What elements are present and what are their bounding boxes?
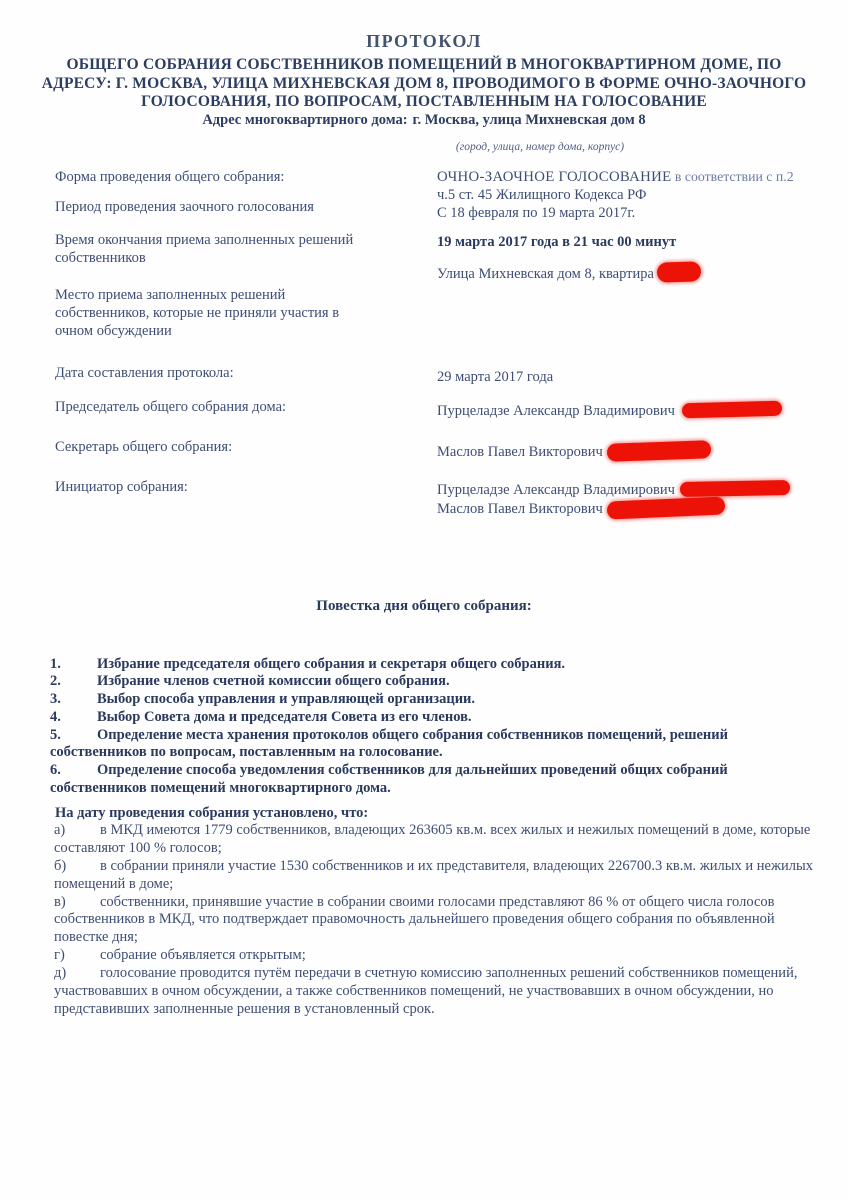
- fact-text: голосование проводится путём передачи в счетную комиссию заполненных решений собственников помещений, участвовавших в очном обсуждении, а также собственников помещений, не участвовавших в очном обсуждении, но представивших заполненные решения в установленный срок.: [54, 965, 798, 1017]
- fact-item: [54, 894, 817, 948]
- doc-heading-line-1: ОБЩЕГО СОБРАНИЯ СОБСТВЕННИКОВ ПОМЕЩЕНИЙ В МНОГОКВАРТИРНОМ ДОМЕ, ПО: [66, 56, 782, 73]
- meta-labels-column: [55, 168, 437, 518]
- doc-heading: [0, 56, 848, 112]
- value-form-main: ОЧНО-ЗАОЧНОЕ ГОЛОСОВАНИЕ: [437, 168, 672, 185]
- agenda-item: [50, 727, 815, 763]
- label-meeting-form: Форма проведения общего собрания:: [55, 168, 285, 185]
- doc-title: ПРОТОКОЛ: [366, 31, 482, 51]
- agenda-item-number: 5.: [50, 726, 61, 743]
- agenda-item-text: Выбор Совета дома и председателя Совета из его членов.: [97, 708, 472, 725]
- label-deadline: Время окончания приема заполненных решений собственников: [55, 231, 354, 266]
- meta-section: [0, 168, 848, 518]
- value-chairman: Пурцеладзе Александр Владимирович: [437, 402, 832, 420]
- fact-letter: д): [54, 965, 67, 982]
- agenda-item: [50, 656, 815, 674]
- agenda-item-text: Выбор способа управления и управляющей организации.: [97, 691, 476, 708]
- value-initiator-2: Маслов Павел Викторович: [437, 499, 832, 518]
- agenda-item: [50, 691, 815, 709]
- value-form-note: в соответствии с п.2: [671, 168, 794, 184]
- agenda-item-text: Определение способа уведомления собственников для дальнейших проведений общих собраний собственников помещений многоквартирного дома.: [50, 762, 728, 797]
- label-chairman: Председатель общего собрания дома:: [55, 398, 287, 415]
- value-protocol-date: 29 марта 2017 года: [437, 368, 554, 385]
- agenda-item-text: Определение места хранения протоколов общего собрания собственников помещений, решений собственников по вопросам, поставленным на голосование.: [50, 726, 728, 761]
- agenda-item-text: Избрание членов счетной комиссии общего собрания.: [97, 673, 450, 690]
- agenda-item-number: 2.: [50, 673, 61, 690]
- address-line: [0, 112, 848, 129]
- label-secretary: Секретарь общего собрания:: [55, 438, 233, 455]
- label-initiator: Инициатор собрания:: [55, 478, 188, 495]
- value-absentee-period: С 18 февраля по 19 марта 2017г.: [437, 204, 636, 221]
- fact-text: собрание объявляется открытым;: [100, 947, 306, 964]
- address-value: г. Москва, улица Михневская дом 8: [412, 111, 646, 128]
- fact-item: [54, 965, 817, 1019]
- facts-list: [0, 822, 848, 1019]
- agenda-item: [50, 709, 815, 727]
- fact-text: в МКД имеются 1779 собственников, владеющих 263605 кв.м. всех жилых и нежилых помещений в доме, которые составляют 100 % голосов;: [54, 821, 811, 856]
- value-initiator-1: Пурцеладзе Александр Владимирович: [437, 481, 832, 499]
- fact-text: собственники, принявшие участие в собрании своими голосами представляют 86 % от общего числа голосов собственников в МКД, что подтверждает правомочность дальнейшего проведения общего собрания по объявленной повестке дня;: [54, 893, 775, 946]
- agenda-item-number: 3.: [50, 691, 61, 708]
- fact-letter: а): [54, 821, 66, 838]
- agenda-item-number: 1.: [50, 655, 61, 672]
- value-secretary: Маслов Павел Викторович: [437, 442, 832, 461]
- agenda-title: Повестка дня общего собрания:: [316, 597, 532, 614]
- agenda-item-number: 4.: [50, 708, 61, 725]
- redaction-mark-apartment: [657, 261, 702, 283]
- meta-values-column: [437, 168, 832, 518]
- value-initiator: [437, 481, 832, 518]
- agenda-list: [0, 656, 848, 798]
- redaction-mark-initiator-2: [606, 496, 725, 519]
- doc-heading-line-2: АДРЕСУ: Г. МОСКВА, УЛИЦА МИХНЕВСКАЯ ДОМ 8, ПРОВОДИМОГО В ФОРМЕ ОЧНО-ЗАОЧНОГО: [41, 74, 807, 92]
- agenda-item-text: Избрание председателя общего собрания и секретаря общего собрания.: [97, 655, 566, 672]
- agenda-item-number: 6.: [50, 762, 61, 779]
- fact-item: [54, 947, 817, 965]
- redaction-mark-initiator-1: [680, 480, 790, 497]
- value-deadline: 19 марта 2017 года в 21 час 00 минут: [437, 233, 677, 250]
- fact-item: [54, 858, 817, 894]
- value-collection-place: Улица Михневская дом 8, квартира: [437, 262, 832, 284]
- fact-letter: г): [54, 947, 65, 964]
- agenda-item: [50, 673, 815, 691]
- fact-text: в собрании приняли участие 1530 собственников и их представителя, владеющих 226700.3 кв.м. жилых и нежилых помещений в доме;: [54, 857, 813, 892]
- redaction-mark-chairman: [682, 400, 782, 418]
- redaction-mark-secretary: [606, 440, 711, 462]
- fact-item: [54, 822, 817, 858]
- fact-letter: в): [54, 893, 66, 910]
- value-meeting-form: [437, 168, 832, 186]
- doc-heading-line-3: ГОЛОСОВАНИЯ, ПО ВОПРОСАМ, ПОСТАВЛЕННЫМ НА ГОЛОСОВАНИЕ: [141, 93, 707, 110]
- label-protocol-date: Дата составления протокола:: [55, 364, 234, 381]
- agenda-item: [50, 762, 815, 798]
- fact-letter: б): [54, 857, 67, 874]
- address-hint: (город, улица, номер дома, корпус): [455, 140, 625, 153]
- facts-intro: На дату проведения собрания установлено, что:: [55, 804, 369, 821]
- address-label: Адрес многоквартирного дома:: [202, 111, 408, 128]
- label-collection-place: Место приема заполненных решений собственников, которые не приняли участия в очном обсуждении: [55, 286, 340, 339]
- value-form-law: ч.5 ст. 45 Жилищного Кодекса РФ: [437, 186, 647, 203]
- label-absentee-period: Период проведения заочного голосования: [55, 198, 314, 215]
